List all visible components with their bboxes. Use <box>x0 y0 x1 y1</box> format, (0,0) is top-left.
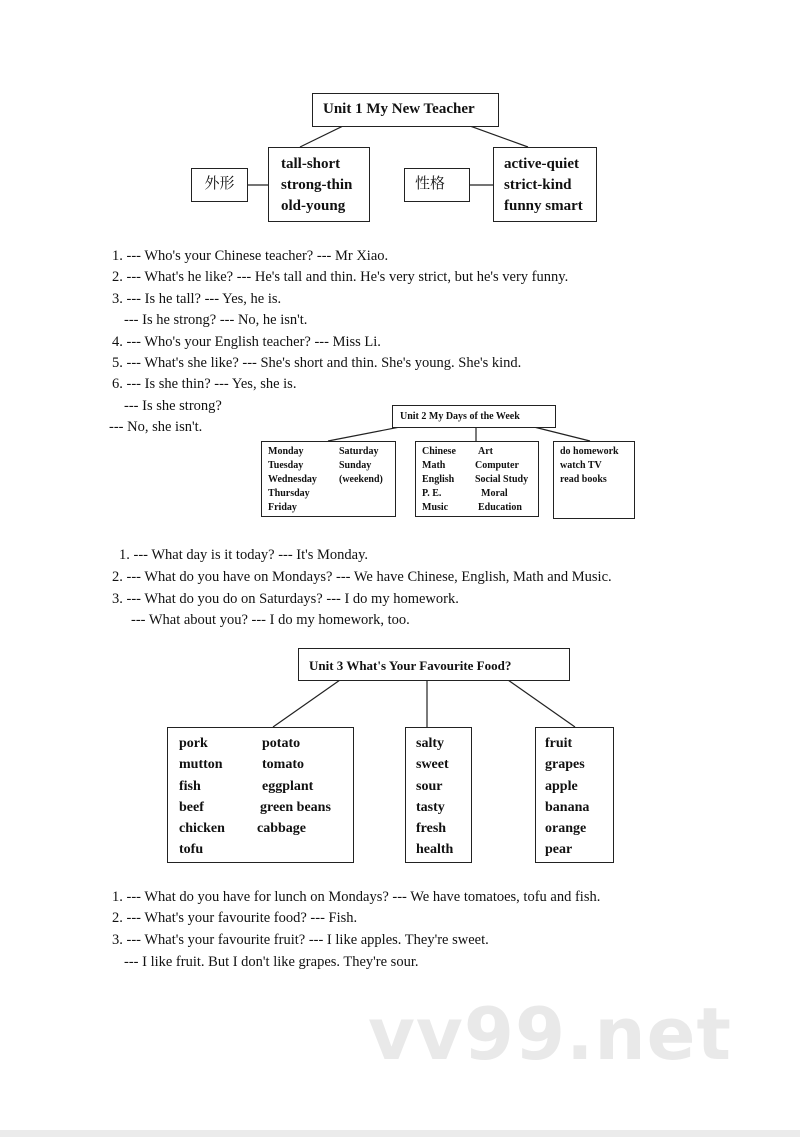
subject-item: English <box>422 474 455 485</box>
days-col-2 <box>339 445 383 487</box>
unit2-connector-left <box>328 426 405 441</box>
unit1-title-box <box>312 93 499 127</box>
food-col-2 <box>257 733 331 839</box>
subject-item: Moral <box>481 488 508 499</box>
food-item: cabbage <box>257 821 306 837</box>
unit1-dialogue-line: 4. --- Who's your English teacher? --- Miss Li. <box>112 334 381 350</box>
unit1-dialogue-line: --- Is she strong? <box>124 398 222 414</box>
taste-item: sour <box>416 778 443 794</box>
subject-item: Math <box>422 460 446 471</box>
food-item: potato <box>262 736 301 751</box>
unit1-connector-right <box>470 126 528 147</box>
appearance-word: old-young <box>281 198 346 214</box>
day-item: (weekend) <box>339 474 383 485</box>
subject-item: Education <box>478 502 522 513</box>
food-item: tofu <box>179 842 204 858</box>
personality-word: funny smart <box>504 198 583 214</box>
activity-item: do homework <box>560 446 619 457</box>
unit1-dialogue-line: 2. --- What's he like? --- He's tall and thin. He's very strict, but he's very funny. <box>112 269 569 285</box>
unit1-personality-label-box <box>404 168 470 202</box>
day-item: Saturday <box>339 446 379 457</box>
fruit-item: fruit <box>545 736 573 751</box>
subject-item: Chinese <box>422 446 456 457</box>
day-item: Friday <box>268 502 297 513</box>
unit1-dialogue-line: 1. --- Who's your Chinese teacher? --- Mr Xiao. <box>112 248 389 264</box>
subject-item: Art <box>478 446 493 457</box>
unit1-dialogue-line: --- No, she isn't. <box>109 419 203 435</box>
unit3-connector-left <box>273 680 340 727</box>
food-item: mutton <box>179 757 223 773</box>
unit2-dialogue-line: 2. --- What do you have on Mondays? --- We have Chinese, English, Math and Music. <box>112 569 612 585</box>
unit2-days-box <box>261 441 396 517</box>
food-item: beef <box>179 799 204 815</box>
appearance-word: tall-short <box>281 156 341 172</box>
unit1-connector-left <box>300 126 343 147</box>
taste-item: health <box>416 842 454 858</box>
unit2-activities-box <box>553 441 635 519</box>
personality-word: active-quiet <box>504 156 579 172</box>
days-col-1 <box>268 445 317 515</box>
bottom-edge-bar <box>0 1130 800 1137</box>
food-item: tomato <box>262 757 304 773</box>
food-item: eggplant <box>262 778 314 794</box>
unit3-title-box <box>298 648 570 681</box>
fruit-item: apple <box>545 778 578 794</box>
unit1-appearance-label-box <box>191 168 248 202</box>
food-item: green beans <box>260 799 331 815</box>
unit2-subjects-box <box>415 441 539 517</box>
unit2-title: Unit 2 My Days of the Week <box>400 411 520 422</box>
unit2-dialogue-line: 1. --- What day is it today? --- It's Monday. <box>119 547 369 563</box>
unit1-title: Unit 1 My New Teacher <box>323 101 475 117</box>
unit1-appearance-box <box>268 147 370 222</box>
unit3-food-box <box>167 727 354 863</box>
day-item: Thursday <box>268 488 310 499</box>
unit3-dialogue-line: --- I like fruit. But I don't like grapes. They're sour. <box>124 954 419 970</box>
unit3-connector-right <box>508 680 575 727</box>
unit2-connector-right <box>530 426 590 441</box>
unit3-dialogue-line: 2. --- What's your favourite food? --- Fish. <box>112 910 358 926</box>
appearance-label: 外形 <box>204 176 235 192</box>
subjects-col-2 <box>475 445 528 515</box>
unit2-dialogue-line: 3. --- What do you do on Saturdays? --- I do my homework. <box>112 591 459 607</box>
fruit-item: banana <box>545 799 590 815</box>
watermark: vv99.net <box>368 992 732 1076</box>
unit1-dialogue-line: 6. --- Is she thin? --- Yes, she is. <box>112 376 297 392</box>
taste-item: salty <box>416 736 444 751</box>
food-item: fish <box>179 778 201 794</box>
subject-item: Computer <box>475 460 519 471</box>
unit3-title: Unit 3 What's Your Favourite Food? <box>309 658 512 673</box>
food-col-1 <box>179 733 225 861</box>
unit3-dialogue-line: 1. --- What do you have for lunch on Mondays? --- We have tomatoes, tofu and fish. <box>112 889 601 905</box>
day-item: Wednesday <box>268 474 317 485</box>
taste-item: sweet <box>416 757 449 773</box>
fruit-item: orange <box>545 821 587 837</box>
food-item: pork <box>179 736 208 751</box>
unit1-dialogue-line: --- Is he strong? --- No, he isn't. <box>124 312 308 328</box>
fruit-item: pear <box>545 842 573 858</box>
activity-item: watch TV <box>560 460 602 471</box>
food-item: chicken <box>179 821 225 837</box>
unit2-title-box <box>392 405 556 428</box>
unit3-taste-box <box>405 727 472 863</box>
subject-item: Music <box>422 502 449 513</box>
subjects-col-1 <box>422 445 456 515</box>
fruit-item: grapes <box>545 757 585 773</box>
activity-item: read books <box>560 474 607 485</box>
appearance-word: strong-thin <box>281 177 353 193</box>
unit3-dialogue-line: 3. --- What's your favourite fruit? --- I like apples. They're sweet. <box>112 932 489 948</box>
subject-item: Social Study <box>475 474 529 485</box>
unit2-dialogue-line: --- What about you? --- I do my homework, too. <box>131 612 410 628</box>
unit1-personality-box <box>493 147 597 222</box>
taste-item: fresh <box>416 821 447 837</box>
day-item: Sunday <box>339 460 372 471</box>
unit1-dialogue-line: 3. --- Is he tall? --- Yes, he is. <box>112 291 282 307</box>
unit3-fruit-box <box>535 727 614 863</box>
day-item: Tuesday <box>268 460 304 471</box>
taste-item: tasty <box>416 799 445 815</box>
day-item: Monday <box>268 446 304 457</box>
personality-label: 性格 <box>415 176 446 192</box>
personality-word: strict-kind <box>504 177 572 193</box>
subject-item: P. E. <box>422 488 442 499</box>
unit1-dialogue-line: 5. --- What's she like? --- She's short and thin. She's young. She's kind. <box>112 355 522 371</box>
